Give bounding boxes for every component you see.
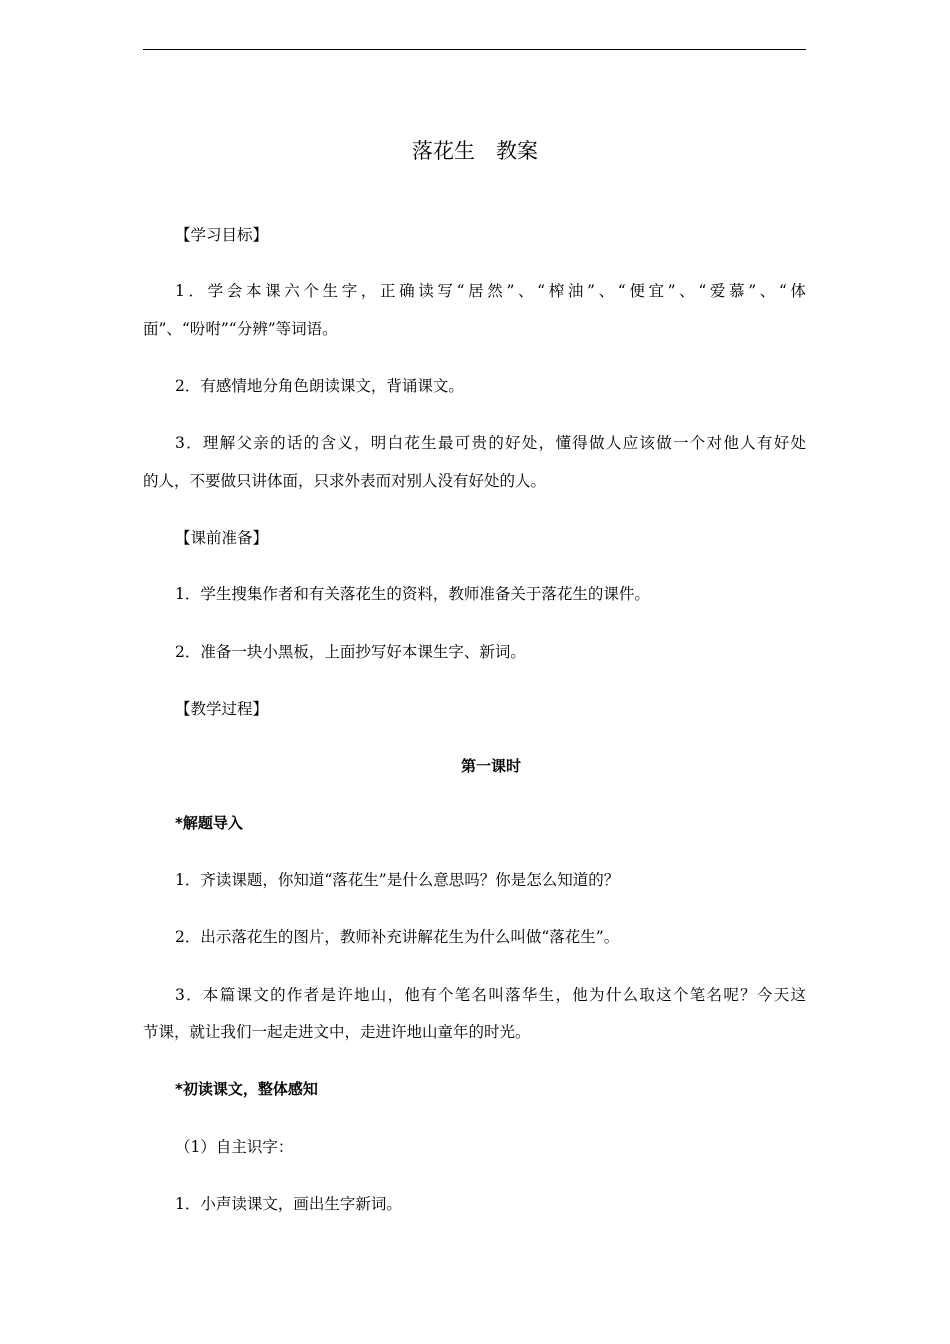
objective-3-line-2: 的人，不要做只讲体面，只求外表而对别人没有好处的人。 <box>143 472 547 490</box>
header-rule <box>143 49 806 50</box>
intro-heading: *解题导入 <box>175 814 243 832</box>
reading-heading: *初读课文，整体感知 <box>175 1080 318 1098</box>
page-title: 落花生 教案 <box>412 139 538 163</box>
intro-item-3-line-2: 节课，就让我们一起走进文中，走进许地山童年的时光。 <box>143 1023 531 1041</box>
intro-item-3-line-1: 3．本篇课文的作者是许地山，他有个笔名叫落华生，他为什么取这个笔名呢？今天这 <box>175 986 806 1004</box>
objective-3-line-1: 3．理解父亲的话的含义，明白花生最可贵的好处，懂得做人应该做一个对他人有好处 <box>175 434 806 452</box>
preparation-2: 2．准备一块小黑板，上面抄写好本课生字、新词。 <box>175 643 526 661</box>
objective-2: 2．有感情地分角色朗读课文，背诵课文。 <box>175 377 464 395</box>
intro-item-2: 2．出示落花生的图片，教师补充讲解花生为什么叫做“落花生”。 <box>175 928 620 946</box>
process-heading: 【教学过程】 <box>175 700 269 718</box>
intro-item-1: 1．齐读课题，你知道“落花生”是什么意思吗？你是怎么知道的？ <box>175 871 620 889</box>
preparation-1: 1．学生搜集作者和有关落花生的资料，教师准备关于落花生的课件。 <box>175 585 650 603</box>
reading-item-1: 1．小声读课文，画出生字新词。 <box>175 1195 402 1213</box>
objective-1-line-1: 1．学会本课六个生字，正确读写“居然”、“榨油”、“便宜”、“爱慕”、“体 <box>175 282 806 300</box>
lesson-1-heading: 第一课时 <box>460 757 521 775</box>
objectives-heading: 【学习目标】 <box>175 226 269 244</box>
reading-subheading-1: （1）自主识字： <box>175 1138 294 1156</box>
preparation-heading: 【课前准备】 <box>175 529 269 547</box>
objective-1-line-2: 面”、“吩咐”“分辨”等词语。 <box>143 320 338 338</box>
